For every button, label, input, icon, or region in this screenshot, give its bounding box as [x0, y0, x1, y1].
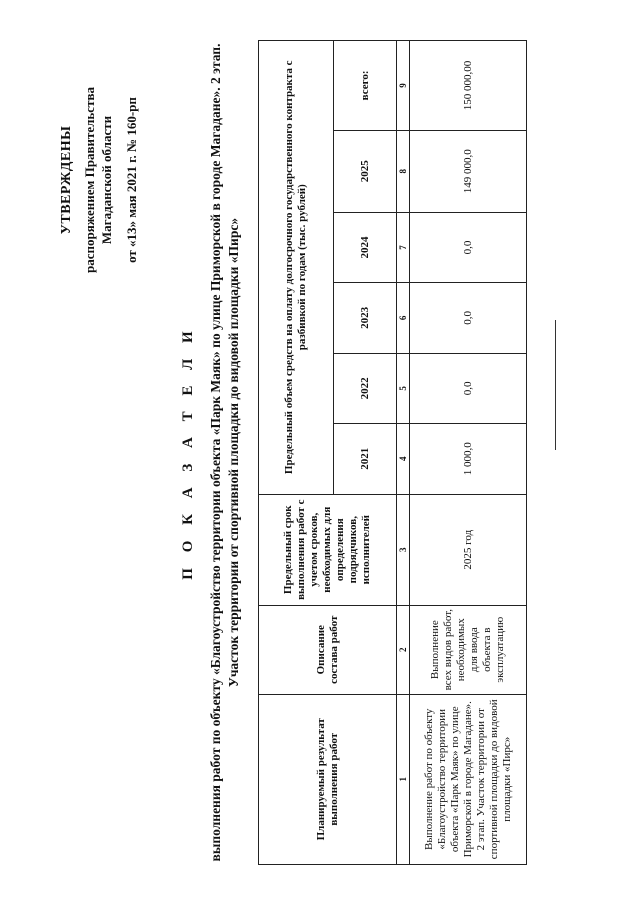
cell-total: 150 000,00	[410, 41, 527, 131]
approval-heading: УТВЕРЖДЕНЫ	[59, 125, 74, 235]
cell-description: Выполнение всех видов работ, необходимых для ввода объекта в эксплуатацию	[410, 605, 527, 694]
separator-line	[555, 320, 556, 450]
header-year: 2021	[334, 424, 397, 494]
header-row	[259, 41, 334, 865]
approval-stamp	[58, 55, 140, 305]
cell-deadline: 2025 год	[410, 494, 527, 605]
indicators-table	[258, 40, 527, 865]
approval-line: распоряжением Правительства	[82, 87, 97, 273]
column-number: 1	[397, 694, 410, 864]
header-year: 2022	[334, 353, 397, 423]
cell-value-2024: 0,0	[410, 212, 527, 282]
cell-value-2023: 0,0	[410, 283, 527, 353]
column-number: 4	[397, 424, 410, 494]
title-subtitle: выполнения работ по объекту «Благоустройство территории объекта «Парк Маяк» по улице Приморской в городе Магадане». 2 этап. Участок территории от спортивной площадки до видовой площадки «Пирс»	[208, 43, 241, 862]
header-year: 2023	[334, 283, 397, 353]
column-number: 8	[397, 130, 410, 212]
column-number: 6	[397, 283, 410, 353]
header-total: всего:	[334, 41, 397, 131]
header-year: 2024	[334, 212, 397, 282]
cell-value-2025: 149 000,0	[410, 130, 527, 212]
header-funding: Предельный объем средств на оплату долгосрочного государственного контракта с разбивкой по годам (тыс. рублей)	[259, 41, 334, 495]
column-number: 2	[397, 605, 410, 694]
header-description: Описание состава работ	[259, 605, 397, 694]
cell-value-2021: 1 000,0	[410, 424, 527, 494]
cell-value-2022: 0,0	[410, 353, 527, 423]
cell-result: Выполнение работ по объекту «Благоустройство территории объекта «Парк Маяк» по улице Приморской в городе Магадане». 2 этап. Участок территории от спортивной площадки до видовой площадки «Пирс»	[410, 694, 527, 864]
document-title	[180, 40, 243, 865]
table-row	[410, 41, 527, 865]
approval-line: Магаданской области	[99, 115, 114, 245]
column-number: 5	[397, 353, 410, 423]
title-main: П О К А З А Т Е Л И	[180, 325, 196, 580]
column-number: 7	[397, 212, 410, 282]
header-year: 2025	[334, 130, 397, 212]
column-number: 3	[397, 494, 410, 605]
column-number: 9	[397, 41, 410, 131]
column-number-row	[397, 41, 410, 865]
header-deadline: Предельный срок выполнения работ с учетом сроков, необходимых для определения подрядчиков, исполнителей	[259, 494, 397, 605]
approval-date: от «13» мая 2021 г. № 160-рп	[124, 97, 139, 263]
header-result: Планируемый результат выполнения работ	[259, 694, 397, 864]
